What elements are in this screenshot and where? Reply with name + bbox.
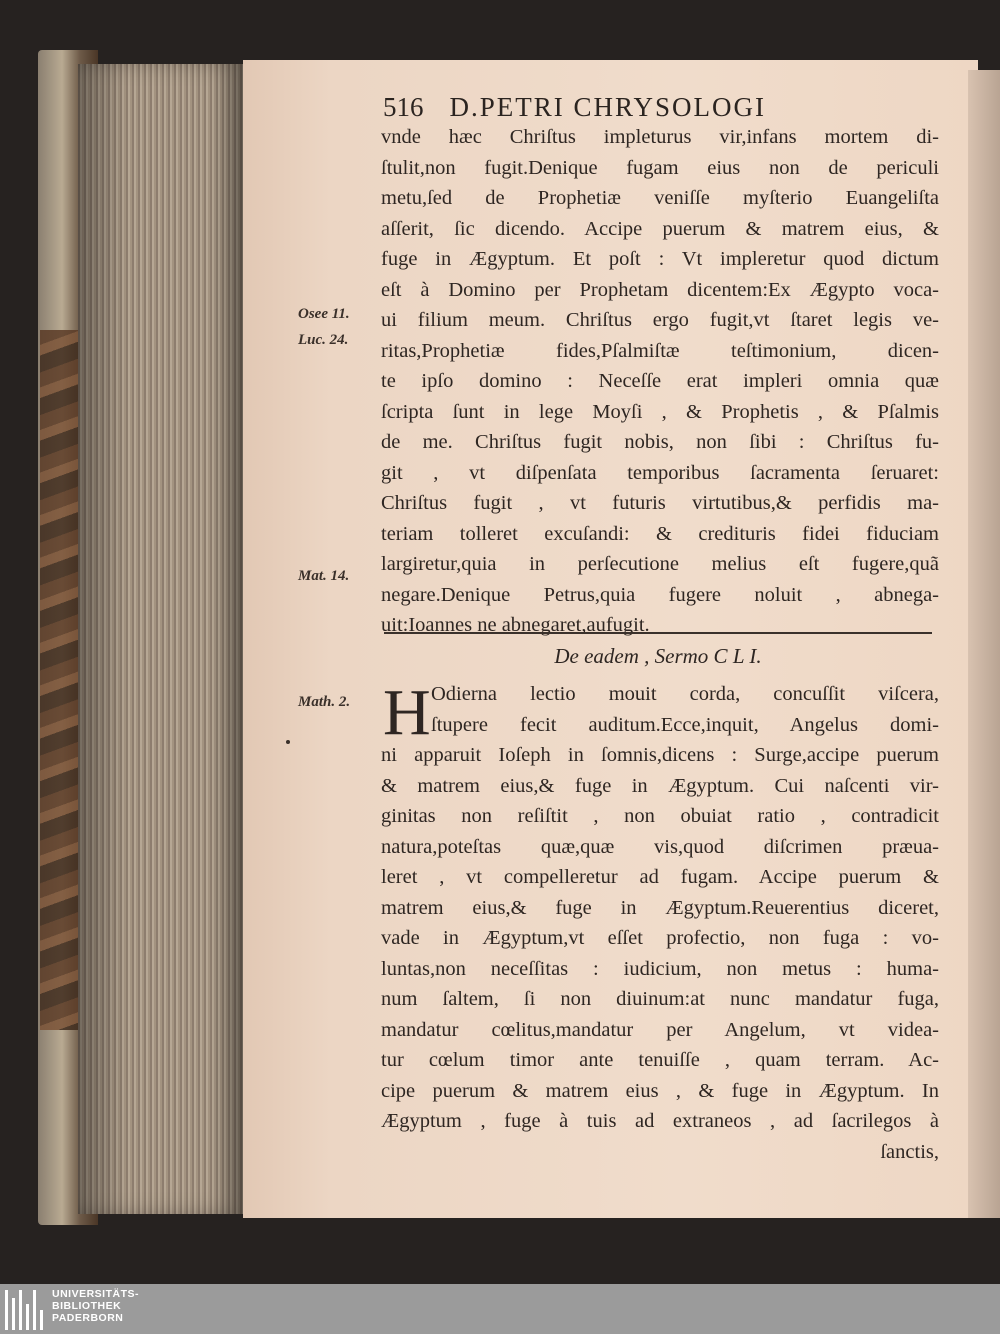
library-footer: [0, 1284, 1000, 1334]
text-line: Ægyptum , fuge à tuis ad extraneos , ad ſacrilegos à: [381, 1110, 939, 1132]
text-line: de me. Chriſtus fugit nobis, non ſibi : Chriſtus fu-: [381, 431, 939, 453]
text-line: vade in Ægyptum,vt eſſet profectio, non fuga : vo-: [381, 927, 939, 949]
running-header: [383, 92, 766, 126]
text-line: uit:Ioannes ne abnegaret,aufugit.: [381, 614, 650, 636]
text-line: teriam tolleret excuſandi: & credituris fidei fiduciam: [381, 522, 939, 545]
text-line: git , vt diſpenſata temporibus ſacramenta ſeruaret:: [381, 461, 939, 484]
text-line: vnde hæc Chriſtus impleturus vir,infans mortem di-: [381, 126, 939, 148]
text-line: luntas,non neceſſitas : iudicium, non metus : huma-: [381, 957, 939, 980]
section-rule: [384, 632, 932, 634]
section-1-text: [381, 122, 939, 641]
text-line: ſcripta ſunt in lege Moyſi , & Prophetis , & Pſalmis: [381, 400, 939, 423]
library-name: [52, 1288, 139, 1324]
text-line: ſtupere fecit auditum.Ecce,inquit, Angelus domi-: [431, 713, 939, 736]
catchword: ſanctis,: [880, 1140, 939, 1163]
text-line: tur cœlum timor ante tenuiſſe , quam terram. Ac-: [381, 1049, 939, 1071]
page-block-shadow: [78, 64, 243, 1214]
margin-note: Math. 2.: [298, 694, 351, 710]
text-line: fuge in Ægyptum. Et poſt : Vt impleretur quod dictum: [381, 248, 939, 270]
text-line: Chriſtus fugit , vt futuris virtutibus,& perfidis ma-: [381, 492, 939, 514]
facing-page-edge: [968, 70, 1000, 1218]
text-line: ritas,Prophetiæ fides,Pſalmiſtæ teſtimonium, dicen-: [381, 339, 939, 362]
library-logo-icon: [5, 1290, 43, 1330]
text-line: negare.Denique Petrus,quia fugere noluit , abnega-: [381, 583, 939, 606]
ink-dot: [286, 740, 290, 744]
library-name-line: UNIVERSITÄTS-: [52, 1288, 140, 1300]
text-line: metu,ſed de Prophetiæ veniſſe myſterio Euangeliſta: [381, 187, 939, 209]
running-title: D.PETRI CHRYSOLOGI: [449, 92, 767, 122]
text-line: ui filium meum. Chriſtus ergo fugit,vt ſtaret legis ve-: [381, 309, 939, 331]
text-line: ſtulit,non fugit.Denique fugam eius non de periculi: [381, 156, 939, 179]
text-line: Odierna lectio mouit corda, concuſſit viſcera,: [431, 683, 939, 705]
text-line: ginitas non reſiſtit , non obuiat ratio , contradicit: [381, 805, 939, 827]
text-line: mandatur cœlitus,mandatur per Angelum, vt videa-: [381, 1018, 939, 1041]
text-line: eſt à Domino per Prophetam dicentem:Ex Ægypto voca-: [381, 278, 939, 301]
text-line: largiretur,quia in perſecutione melius eſt fugere,quã: [381, 553, 939, 575]
section-2-text: [381, 676, 939, 1167]
text-line: cipe puerum & matrem eius , & fuge in Ægyptum. In: [381, 1079, 939, 1102]
page-number: 516: [383, 92, 424, 122]
text-line: matrem eius,& fuge in Ægyptum.Reuerentius diceret,: [381, 896, 939, 919]
text-line: & matrem eius,& fuge in Ægyptum. Cui naſcenti vir-: [381, 774, 939, 797]
text-line: aſſerit, ſic dicendo. Accipe puerum & matrem eius, &: [381, 217, 939, 240]
margin-note: Luc. 24.: [298, 332, 349, 348]
sermon-heading: De eadem , Sermo C L I.: [554, 644, 762, 668]
text-line: natura,poteſtas quæ,quæ vis,quod diſcrimen præua-: [381, 835, 939, 858]
text-line: num ſaltem, ſi non diuinum:at nunc mandatur fuga,: [381, 988, 939, 1010]
library-name-line: BIBLIOTHEK: [52, 1300, 122, 1312]
text-line: te ipſo domino : Neceſſe erat impleri omnia quæ: [381, 370, 939, 392]
text-line: ni apparuit Ioſeph in ſomnis,dicens : Surge,accipe puerum: [381, 744, 939, 766]
margin-note: Mat. 14.: [298, 568, 350, 584]
library-name-line: PADERBORN: [52, 1312, 124, 1324]
drop-cap: H: [383, 676, 431, 749]
text-line: leret , vt compelleretur ad fugam. Accipe puerum &: [381, 866, 939, 888]
margin-note: Osee 11.: [298, 306, 350, 322]
